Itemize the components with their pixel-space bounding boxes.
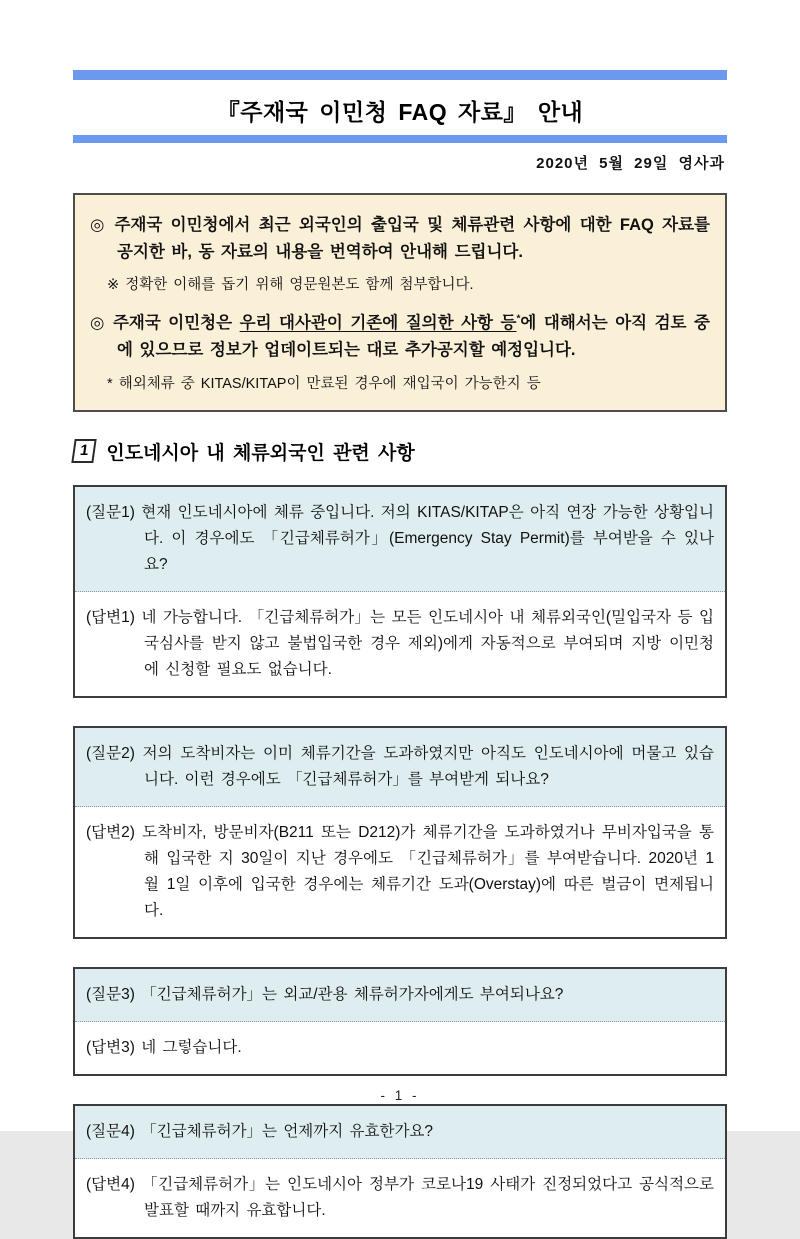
notice-note-2 (107, 374, 710, 395)
footnote-asterisk: * (516, 313, 521, 325)
notice-bullet-1-text: 주재국 이민청에서 최근 외국인의 출입국 및 체류관련 사항에 대한 FAQ 자료를 공지한 바, 동 자료의 내용을 번역하여 안내해 드립니다. (114, 216, 710, 261)
question-label: (질문2) (86, 745, 135, 763)
question-paragraph (86, 982, 714, 1008)
answer-text: 네 가능합니다. 「긴급체류허가」는 모든 인도네시아 내 체류외국인(밀입국자 등 입국심사를 받지 않고 불법입국한 경우 제외)에게 자동적으로 부여되며 지방 이민청에 신청할 필요도 없습니다. (141, 609, 715, 679)
answer-paragraph (86, 1172, 714, 1224)
answer-label: (답변2) (86, 824, 135, 842)
notice-bullet-1 (90, 212, 710, 265)
faq-question (75, 1106, 725, 1159)
answer-text: 도착비자, 방문비자(B211 또는 D212)가 체류기간을 도과하였거나 무비자입국을 통해 입국한 지 30일이 지난 경우에도 「긴급체류허가」를 부여받습니다. 2020년 1월 1일 이후에 입국한 경우에는 체류기간 도과(Overstay)에 따른 벌금이 면제됩니다. (142, 824, 714, 920)
top-accent-bar (73, 70, 727, 80)
question-paragraph (86, 500, 714, 578)
double-circle-marker: ◎ (90, 216, 107, 234)
notice-note-1 (107, 275, 710, 296)
faq-answer (75, 1022, 725, 1074)
section-heading (73, 438, 727, 465)
faq-item-2 (73, 726, 727, 939)
question-text: 현재 인도네시아에 체류 중입니다. 저의 KITAS/KITAP은 아직 연장 가능한 상황입니다. 이 경우에도 「긴급체류허가」(Emergency Stay Permit)를 부여받을 수 있나요? (141, 503, 714, 573)
faq-answer (75, 1159, 725, 1237)
notice-bullet-2-underlined: 우리 대사관이 기존에 질의한 사항 등 (239, 314, 517, 333)
faq-question (75, 969, 725, 1022)
notice-bullet-2-prefix: 주재국 이민청은 (112, 314, 240, 333)
notice-box (73, 193, 727, 412)
title-underline-bar (73, 135, 727, 143)
answer-label: (답변4) (86, 1176, 135, 1194)
question-label: (질문4) (86, 1123, 135, 1141)
answer-label: (답변3) (86, 1039, 135, 1057)
faq-question (75, 728, 725, 807)
reference-mark: ※ (107, 277, 120, 294)
section-title: 인도네시아 내 체류외국인 관련 사항 (106, 442, 415, 464)
notice-note-2-text: 해외체류 중 KITAS/KITAP이 만료된 경우에 재입국이 가능한지 등 (118, 375, 541, 392)
question-label: (질문3) (86, 986, 135, 1004)
answer-paragraph (86, 605, 714, 683)
faq-answer (75, 592, 725, 696)
question-paragraph (86, 741, 714, 793)
answer-label: (답변1) (86, 609, 135, 626)
notice-bullet-2 (90, 310, 710, 363)
double-circle-marker: ◎ (90, 314, 106, 333)
faq-item-4 (73, 1104, 727, 1239)
faq-answer (75, 807, 725, 937)
faq-item-3 (73, 967, 727, 1076)
question-text: 「긴급체류허가」는 외교/관용 체류허가자에게도 부여되나요? (141, 986, 564, 1004)
question-text: 「긴급체류허가」는 언제까지 유효한가요? (141, 1123, 434, 1141)
page-title: 『주재국 이민청 FAQ 자료』 안내 (216, 99, 584, 125)
notice-note-1-text: 정확한 이해를 돕기 위해 영문원본도 함께 첨부합니다. (125, 277, 474, 294)
answer-paragraph (86, 1035, 714, 1061)
answer-text: 네 그렇습니다. (141, 1039, 242, 1057)
question-label: (질문1) (86, 503, 135, 521)
question-paragraph (86, 1119, 714, 1145)
date-line: 2020년 5월 29일 영사과 (536, 155, 725, 172)
notice-bullet-2-suffix: 에 대해서는 아직 검토 중에 있으므로 정보가 업데이트되는 대로 추가공지할 예정입니다. (117, 314, 710, 360)
question-text: 저의 도착비자는 이미 체류기간을 도과하였지만 아직도 인도네시아에 머물고 있습니다. 이런 경우에도 「긴급체류허가」를 부여받게 되나요? (142, 745, 714, 789)
faq-item-1 (73, 485, 727, 698)
answer-paragraph (86, 820, 714, 924)
answer-text: 「긴급체류허가」는 인도네시아 정부가 코로나19 사태가 진정되었다고 공식적으로 발표할 때까지 유효합니다. (141, 1176, 715, 1220)
page-number: - 1 - (380, 1088, 420, 1103)
asterisk-marker: * (107, 375, 113, 392)
faq-question (75, 487, 725, 592)
section-number-box: 1 (71, 439, 97, 463)
